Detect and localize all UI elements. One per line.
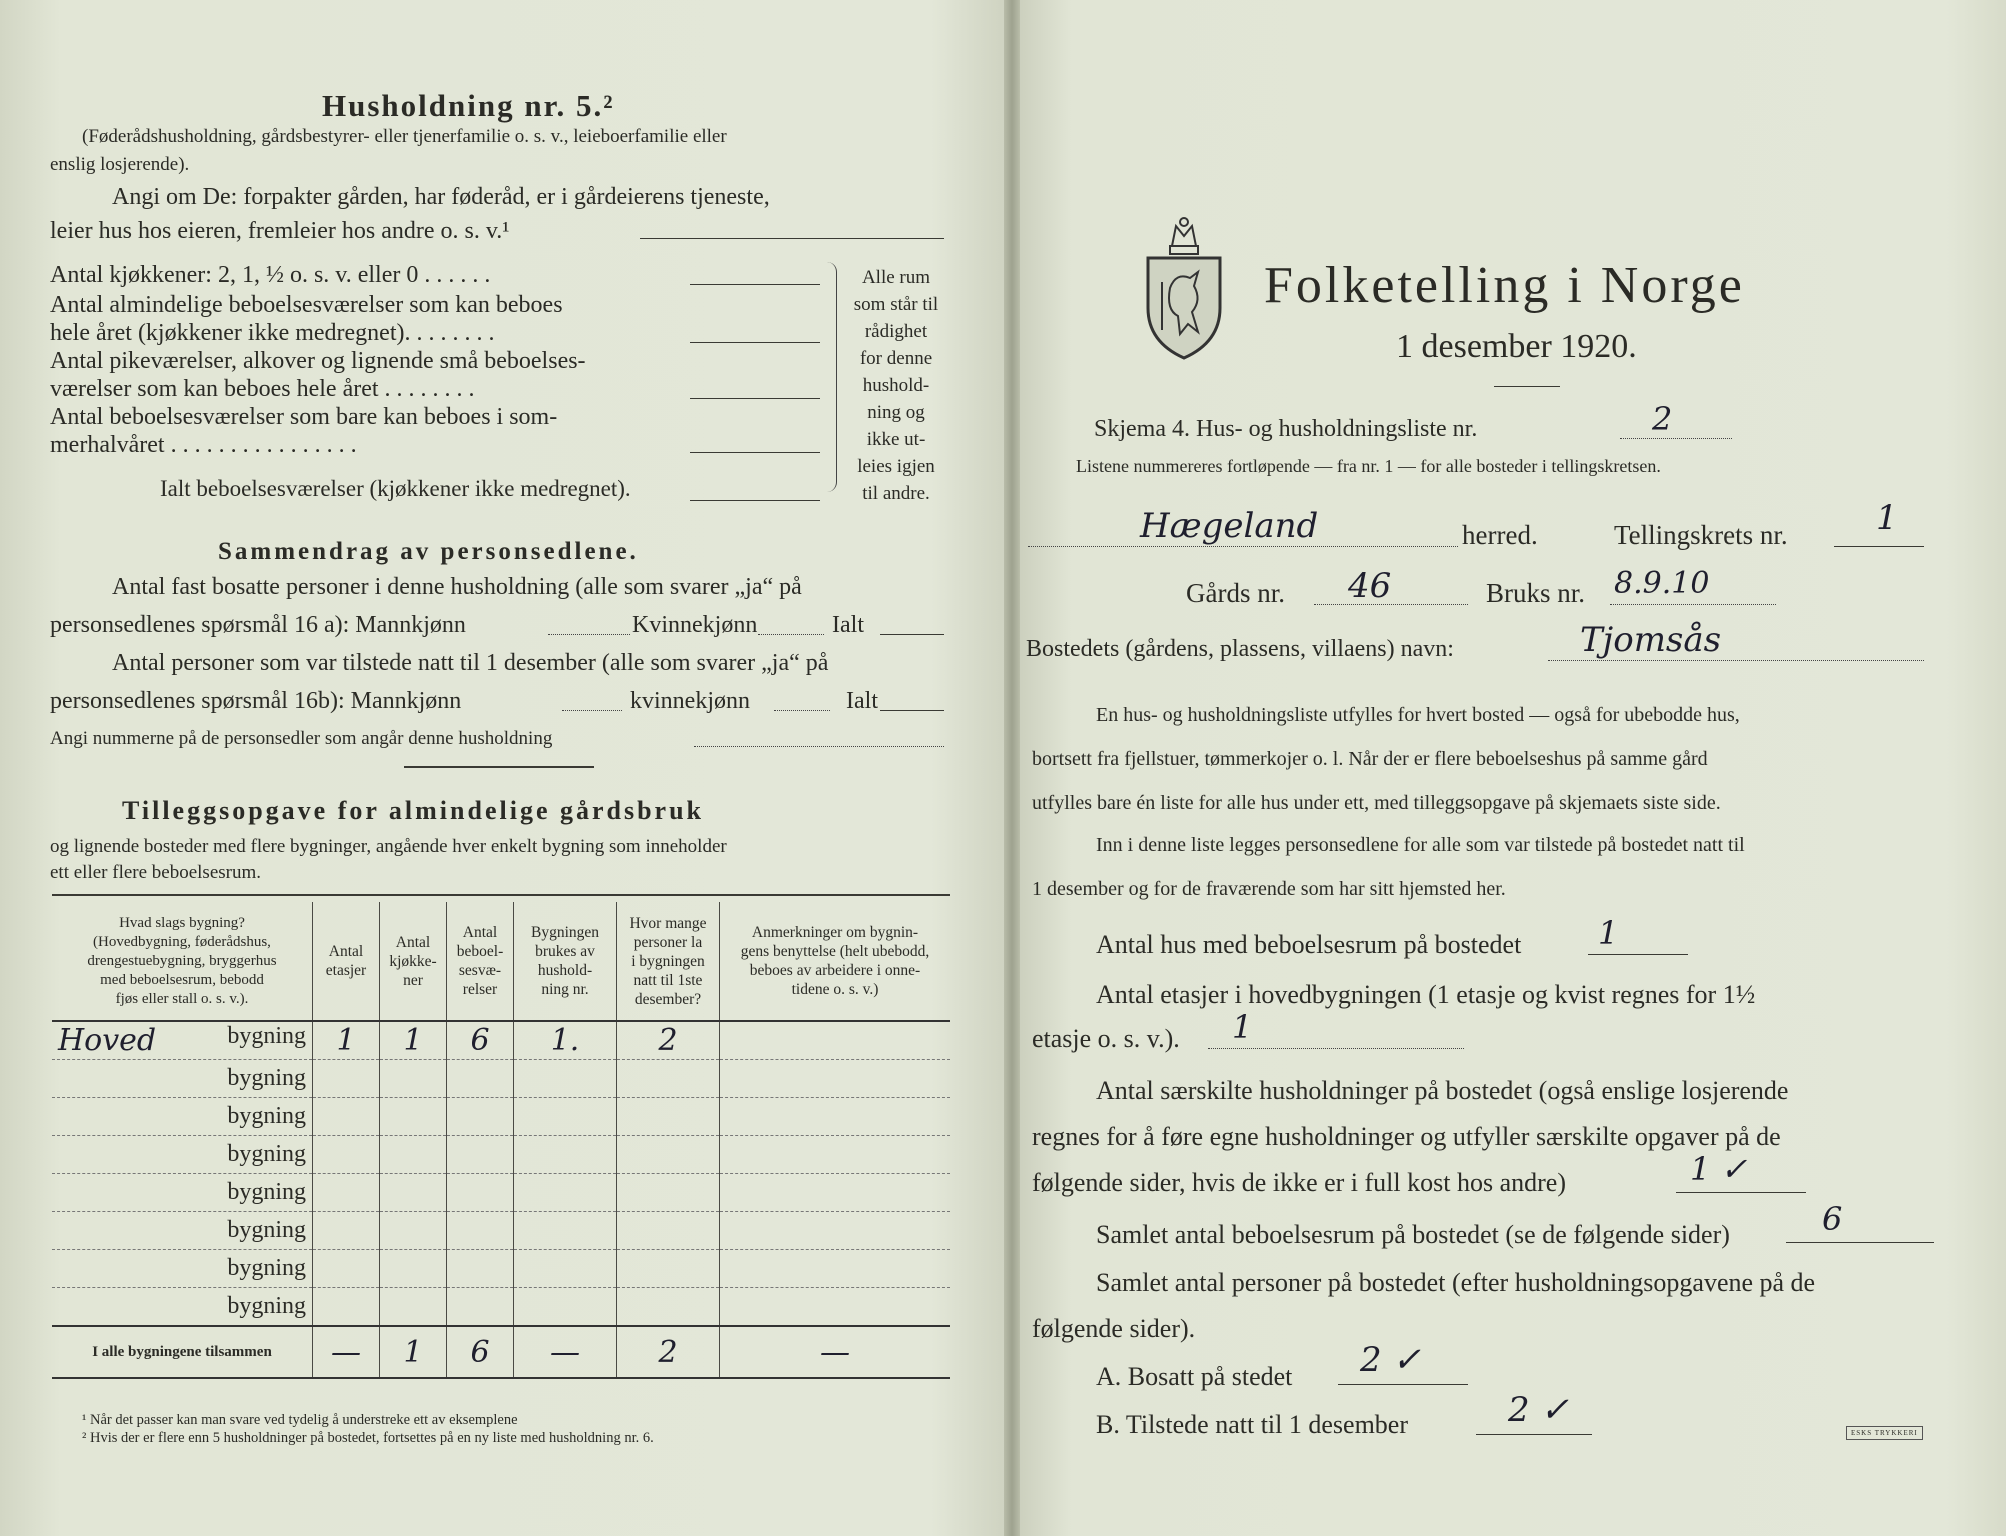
- summary-line-2: personsedlenes spørsmål 16 a): Mannkjønn: [50, 612, 466, 638]
- instruction-4: Inn i denne liste legges personsedlene for alle som var tilstede på bostedet natt til: [1096, 834, 1745, 856]
- persons-value: 2: [617, 1021, 720, 1060]
- rooms-line-2: Antal almindelige beboelsesværelser som kan beboes: [50, 292, 563, 318]
- building-label: bygning: [52, 1250, 313, 1288]
- summary-total-line: [880, 634, 944, 635]
- building-table: [52, 902, 950, 1379]
- side-note-line: hushold-: [862, 375, 930, 396]
- section-divider: [404, 766, 594, 768]
- answer-houses: 1: [1598, 914, 1619, 952]
- ask-answer-line: [640, 238, 944, 239]
- bosted-label: Bostedets (gårdens, plassens, villaens) navn:: [1026, 636, 1454, 662]
- question-households-1: Antal særskilte husholdninger på bostedet (også enslige losjerende: [1096, 1076, 1789, 1105]
- total-remarks: —: [720, 1326, 951, 1378]
- schema-number: 2: [1652, 400, 1673, 438]
- total-floors: —: [313, 1326, 380, 1378]
- small-rooms-answer-line: [690, 398, 820, 399]
- answer-houses-line: [1588, 954, 1688, 955]
- side-note-line: Alle rum: [861, 267, 931, 288]
- gards-line: [1314, 604, 1468, 605]
- rooms-total-line: [690, 500, 820, 501]
- building-label: bygning: [52, 1136, 313, 1174]
- table-row: [52, 1060, 950, 1098]
- rooms-value: 6: [447, 1021, 514, 1060]
- printer-stamp: ESKS TRYKKERI: [1846, 1426, 1923, 1440]
- bosted-line: [1548, 660, 1924, 661]
- kitchens-value: 1: [380, 1021, 447, 1060]
- household-title: Husholdning nr. 5.²: [322, 88, 615, 123]
- supplement-line-2: ett eller flere beboelsesrum.: [50, 862, 262, 883]
- rooms-total: Ialt beboelsesværelser (kjøkkener ikke medregnet).: [160, 476, 631, 501]
- herred-value: Hægeland: [1140, 506, 1319, 546]
- building-label: bygning: [52, 1212, 313, 1250]
- total-label: I alle bygningene tilsammen: [52, 1326, 313, 1378]
- building-label: bygning: [52, 1098, 313, 1136]
- summary-male-line: [548, 634, 630, 635]
- side-note: [846, 264, 946, 507]
- brace: [826, 262, 837, 492]
- krets-value: 1: [1876, 498, 1898, 538]
- question-rooms: Samlet antal beboelsesrum på bostedet (se de følgende sider): [1096, 1220, 1730, 1249]
- answer-present-line: [1476, 1434, 1592, 1435]
- col-header-type: Hvad slags bygning? (Hovedbygning, føderådshus, drengestuebygning, bryggerhus med beboelsesrum, bebodd fjøs eller stall o. s. v.).: [52, 902, 313, 1021]
- summary-present-total-label: Ialt: [846, 688, 878, 714]
- summary-line-5: Angi nummerne på de personsedler som angår denne husholdning: [50, 728, 553, 749]
- summary-numbers-line: [694, 746, 944, 747]
- title-rule: [1494, 386, 1560, 387]
- table-row: [52, 1212, 950, 1250]
- side-note-line: ning og: [867, 402, 925, 423]
- col-header-persons: Hvor mange personer la i bygningen natt til 1ste desember?: [617, 902, 720, 1021]
- herred-label: herred.: [1462, 520, 1538, 550]
- krets-label: Tellingskrets nr.: [1614, 520, 1788, 550]
- answer-households: 1 ✓: [1690, 1150, 1748, 1188]
- answer-present: 2 ✓: [1508, 1390, 1569, 1430]
- summary-line-4: personsedlenes spørsmål 16b): Mannkjønn: [50, 688, 462, 714]
- rooms-line-6: Antal beboelsesværelser som bare kan beboes i som-: [50, 404, 558, 430]
- rooms-line-1: Antal kjøkkener: 2, 1, ½ o. s. v. eller 0 . . . . . .: [50, 262, 491, 288]
- answer-rooms: 6: [1822, 1200, 1843, 1238]
- ask-line-1: Angi om De: forpakter gården, har føderåd, er i gårdeierens tjeneste,: [112, 184, 770, 210]
- question-persons-2: følgende sider).: [1032, 1314, 1196, 1343]
- household-intro-1: (Føderådshusholdning, gårdsbestyrer- eller tjenerfamilie o. s. v., leieboerfamilie eller: [82, 126, 727, 147]
- household-intro-2: enslig losjerende).: [50, 154, 190, 175]
- rooms-line-3: hele året (kjøkkener ikke medregnet). . . . . . . .: [50, 320, 495, 346]
- rooms-line-5: værelser som kan beboes hele året . . . . . . . .: [50, 376, 475, 402]
- table-row: [52, 1136, 950, 1174]
- bruks-line: [1610, 604, 1776, 605]
- answer-resident-line: [1338, 1384, 1468, 1385]
- total-persons: 2: [617, 1326, 720, 1378]
- building-label: bygning: [227, 1023, 306, 1049]
- building-label: bygning: [52, 1288, 313, 1327]
- table-row: [52, 1288, 950, 1327]
- question-households-2: regnes for å føre egne husholdninger og utfyller særskilte opgaver på de: [1032, 1122, 1781, 1151]
- instruction-3: utfylles bare én liste for alle hus under ett, med tilleggsopgave på skjemaets siste side.: [1032, 792, 1721, 814]
- bruks-value: 8.9.10: [1614, 566, 1710, 601]
- col-header-floors: Antal etasjer: [313, 902, 380, 1021]
- remarks-cell: [720, 1021, 951, 1060]
- side-note-line: rådighet: [864, 321, 928, 342]
- question-persons-1: Samlet antal personer på bostedet (efter husholdningsopgavene på de: [1096, 1268, 1816, 1297]
- summary-line-1: Antal fast bosatte personer i denne husholdning (alle som svarer „ja“ på: [112, 574, 802, 600]
- question-floors-1: Antal etasjer i hovedbygningen (1 etasje og kvist regnes for 1½: [1096, 980, 1756, 1009]
- schema-label: Skjema 4. Hus- og husholdningsliste nr.: [1094, 416, 1478, 442]
- footnote-1: ¹ Når det passer kan man svare ved tydelig å understreke ett av eksemplene: [82, 1412, 518, 1428]
- summer-rooms-answer-line: [690, 452, 820, 453]
- kitchens-answer-line: [690, 284, 820, 285]
- col-header-rooms: Antal beboel- sesvæ- relser: [447, 902, 514, 1021]
- side-note-line: som står til: [853, 294, 939, 315]
- footnote-2: ² Hvis der er flere enn 5 husholdninger på bostedet, fortsettes på en ny liste med husholdning nr. 6.: [82, 1430, 654, 1446]
- instruction-1: En hus- og husholdningsliste utfylles for hvert bosted — også for ubebodde hus,: [1096, 704, 1740, 726]
- total-household: —: [514, 1326, 617, 1378]
- building-type-value: Hoved: [58, 1023, 157, 1058]
- instruction-5: 1 desember og for de fraværende som har sitt hjemsted her.: [1032, 878, 1506, 900]
- table-total-row: [52, 1326, 950, 1378]
- table-row: [52, 1098, 950, 1136]
- rooms-line-4: Antal pikeværelser, alkover og lignende små beboelses-: [50, 348, 586, 374]
- total-kitchens: 1: [380, 1326, 447, 1378]
- side-note-line: til andre.: [862, 483, 930, 504]
- bosted-value: Tjomsås: [1580, 620, 1722, 660]
- ask-line-2: leier hus hos eieren, fremleier hos andre o. s. v.¹: [50, 218, 510, 244]
- summary-title: Sammendrag av personsedlene.: [218, 538, 639, 565]
- rooms-answer-line: [690, 342, 820, 343]
- summary-present-female-line: [774, 710, 830, 711]
- col-header-household: Bygningen brukes av hushold- ning nr.: [514, 902, 617, 1021]
- household-value: 1.: [514, 1021, 617, 1060]
- building-label: bygning: [52, 1060, 313, 1098]
- answer-floors-line: [1208, 1048, 1464, 1049]
- supplement-title: Tilleggsopgave for almindelige gårdsbruk: [122, 796, 705, 825]
- numbering-note: Listene nummereres fortløpende — fra nr. 1 — for alle bosteder i tellingskretsen.: [1076, 456, 1661, 476]
- summary-present-male-line: [562, 710, 622, 711]
- col-header-kitchens: Antal kjøkke- ner: [380, 902, 447, 1021]
- answer-households-line: [1676, 1192, 1806, 1193]
- col-header-remarks: Anmerkninger om bygnin- gens benyttelse (helt ubebodd, beboes av arbeidere i onne- tidene o. s. v.): [720, 902, 951, 1021]
- building-label: bygning: [52, 1174, 313, 1212]
- total-rooms: 6: [447, 1326, 514, 1378]
- answer-floors: 1: [1232, 1008, 1253, 1046]
- schema-number-line: [1620, 438, 1732, 439]
- census-date: 1 desember 1920.: [1396, 328, 1637, 365]
- gards-value: 46: [1348, 566, 1392, 606]
- census-title: Folketelling i Norge: [1264, 257, 1745, 314]
- question-floors-2: etasje o. s. v.).: [1032, 1024, 1180, 1053]
- side-note-line: for denne: [859, 348, 933, 369]
- question-houses: Antal hus med beboelsesrum på bostedet: [1096, 930, 1522, 959]
- bruks-label: Bruks nr.: [1486, 578, 1586, 608]
- question-resident: A. Bosatt på stedet: [1096, 1362, 1293, 1391]
- table-top-rule: [52, 894, 950, 896]
- instruction-2: bortsett fra fjellstuer, tømmerkojer o. l. Når der er flere beboelseshus på samme gård: [1032, 748, 1708, 770]
- summary-female-line: [758, 634, 824, 635]
- rooms-line-7: merhalvåret . . . . . . . . . . . . . . . .: [50, 432, 357, 458]
- side-note-line: ikke ut-: [866, 429, 926, 450]
- floors-value: 1: [313, 1021, 380, 1060]
- book-gutter: [1004, 0, 1020, 1536]
- table-row: [52, 1250, 950, 1288]
- question-present: B. Tilstede natt til 1 desember: [1096, 1410, 1408, 1439]
- side-note-line: leies igjen: [857, 456, 935, 477]
- herred-line: [1028, 546, 1458, 547]
- table-row: [52, 1174, 950, 1212]
- summary-line-3: Antal personer som var tilstede natt til 1 desember (alle som svarer „ja“ på: [112, 650, 829, 676]
- summary-female-label: Kvinnekjønn: [632, 612, 758, 638]
- krets-line: [1834, 546, 1924, 547]
- answer-rooms-line: [1786, 1242, 1934, 1243]
- table-row: [52, 1021, 950, 1060]
- supplement-line-1: og lignende bosteder med flere bygninger, angående hver enkelt bygning som inneholder: [50, 836, 727, 857]
- question-households-3: følgende sider, hvis de ikke er i full kost hos andre): [1032, 1168, 1566, 1197]
- summary-present-female-label: kvinnekjønn: [630, 688, 750, 714]
- gards-label: Gårds nr.: [1186, 578, 1285, 608]
- norway-coat-of-arms-icon: [1142, 212, 1226, 362]
- answer-resident: 2 ✓: [1360, 1340, 1421, 1380]
- summary-present-total-line: [880, 710, 944, 711]
- summary-total-label: Ialt: [832, 612, 864, 638]
